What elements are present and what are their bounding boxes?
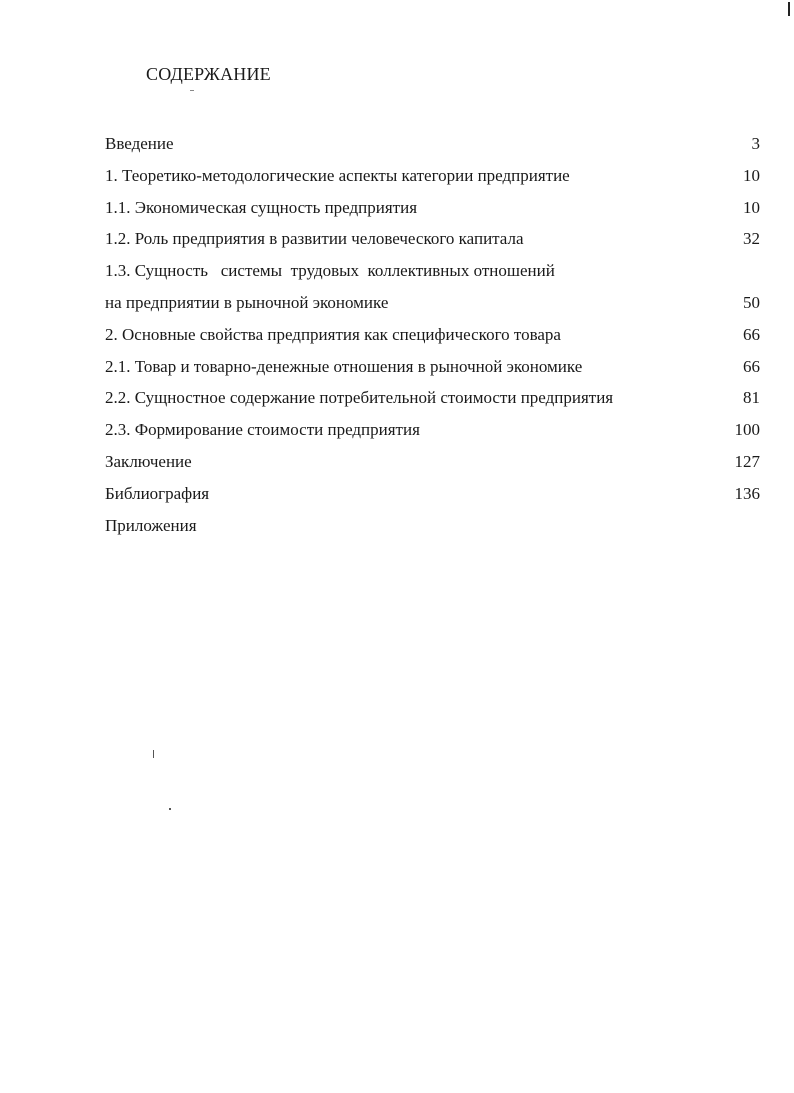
toc-entry-label: 2.2. Сущностное содержание потребительной стоимости предприятия (105, 388, 614, 408)
toc-entry-label: 2.3. Формирование стоимости предприятия (105, 420, 420, 440)
scan-artifact-tick (153, 750, 154, 758)
toc-entry-label: 1. Теоретико-методологические аспекты категории предприятие (105, 165, 570, 185)
toc-entry-page: 10 (743, 165, 760, 185)
toc-entry-page: 81 (743, 388, 760, 408)
table-of-contents (105, 132, 760, 545)
toc-entry-page: 100 (734, 420, 760, 440)
toc-entry-page: 66 (743, 324, 760, 344)
toc-entry-page: 32 (743, 229, 760, 249)
page-title: СОДЕРЖАНИЕ (146, 64, 271, 84)
toc-entry-bibliography (105, 482, 760, 514)
toc-entry-page: 10 (743, 197, 760, 217)
toc-entry-page: 66 (743, 356, 760, 376)
toc-entry-appendices (105, 514, 760, 546)
toc-entry-label: на предприятии в рыночной экономике (105, 292, 389, 312)
toc-entry-label: Приложения (105, 515, 197, 535)
toc-entry-conclusion (105, 450, 760, 482)
toc-entry-label: 1.1. Экономическая сущность предприятия (105, 197, 418, 217)
toc-entry-page: 127 (734, 451, 760, 471)
scan-artifact-dot (190, 90, 194, 91)
toc-entry-section-2-1 (105, 355, 760, 387)
toc-entry-label: 1.2. Роль предприятия в развитии человеческого капитала (105, 229, 524, 249)
toc-entry-label: 1.3. Сущность системы трудовых коллективных отношений (105, 261, 555, 281)
toc-entry-section-1-3-continued (105, 291, 760, 323)
toc-entry-label: 2.1. Товар и товарно-денежные отношения в рыночной экономике (105, 356, 583, 376)
toc-entry-page: 136 (734, 483, 760, 503)
toc-entry-section-2-3 (105, 418, 760, 450)
scan-artifact-dot (169, 808, 171, 810)
toc-entry-label: Заключение (105, 451, 192, 471)
toc-entry-chapter-2 (105, 323, 760, 355)
toc-entry-page: 50 (743, 292, 760, 312)
toc-entry-label: 2. Основные свойства предприятия как специфического товара (105, 324, 561, 344)
toc-entry-section-2-2 (105, 386, 760, 418)
scan-artifact-line (788, 2, 790, 16)
toc-entry-section-1-1 (105, 196, 760, 228)
toc-entry-section-1-2 (105, 227, 760, 259)
toc-entry-introduction (105, 132, 760, 164)
toc-entry-page: 3 (751, 134, 760, 153)
toc-entry-label: Библиография (105, 483, 210, 503)
toc-entry-chapter-1 (105, 164, 760, 196)
toc-entry-label: Введение (105, 134, 174, 153)
toc-entry-section-1-3 (105, 259, 760, 291)
